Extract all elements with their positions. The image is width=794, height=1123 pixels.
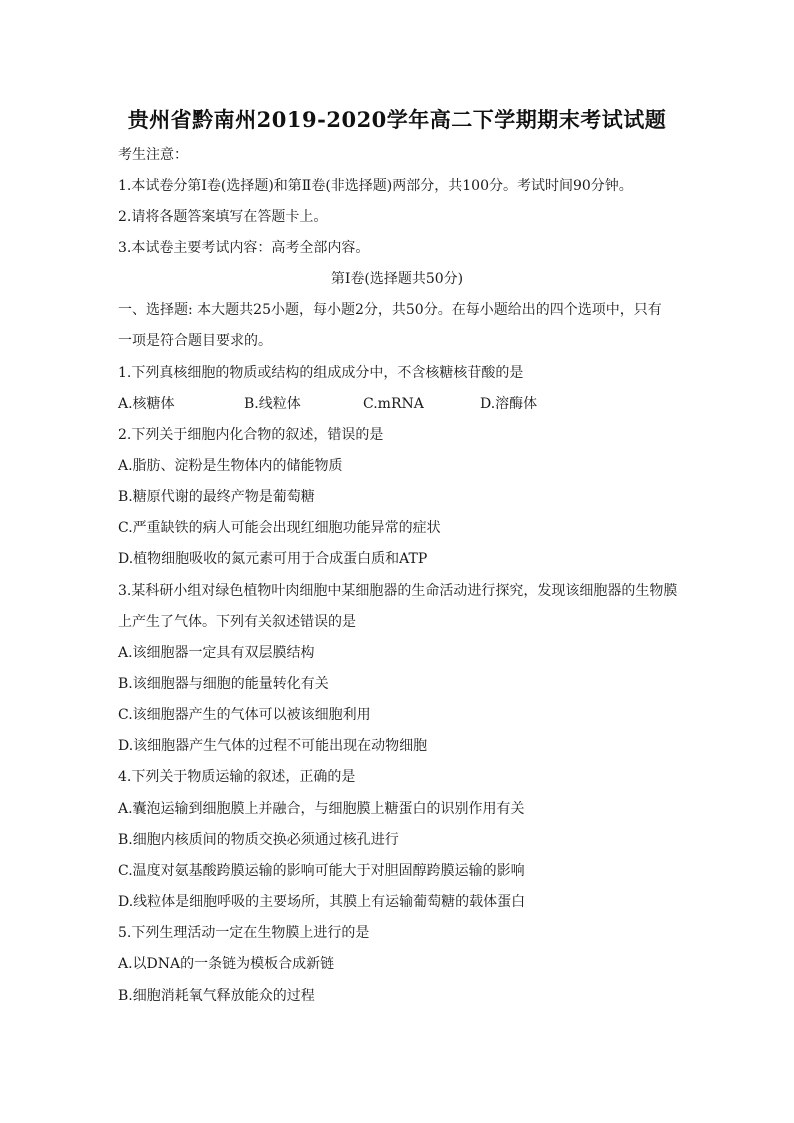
section-intro-line1: 一、选择题: 本大题共25小题，每小题2分，共50分。在每小题给出的四个选项中，只有 — [118, 302, 662, 318]
section-intro-line2: 一项是符合题目要求的。 — [118, 333, 272, 349]
question-4-option-b: B.细胞内核质间的物质交换必须通过核孔进行 — [118, 832, 399, 848]
question-3-stem-line1: 3.某科研小组对绿色植物叶肉细胞中某细胞器的生命活动进行探究，发现该细胞器的生物膜 — [118, 583, 678, 599]
question-3-option-a: A.该细胞器一定具有双层膜结构 — [118, 645, 315, 661]
question-1-option-b: B.线粒体 — [244, 396, 301, 412]
section-heading: 第Ⅰ卷(选择题共50分) — [330, 271, 464, 287]
question-4-option-c: C.温度对氨基酸跨膜运输的影响可能大于对胆固醇跨膜运输的影响 — [118, 863, 525, 879]
question-1-option-c: C.mRNA — [363, 396, 424, 412]
question-3-option-d: D.该细胞器产生气体的过程不可能出现在动物细胞 — [118, 738, 428, 754]
notice-item-1: 1.本试卷分第Ⅰ卷(选择题)和第Ⅱ卷(非选择题)两部分，共100分。考试时间90分钟。 — [118, 178, 633, 194]
question-2-option-d: D.植物细胞吸收的氮元素可用于合成蛋白质和ATP — [118, 551, 428, 567]
question-1-option-d: D.溶酶体 — [480, 396, 538, 412]
notice-item-3: 3.本试卷主要考试内容：高考全部内容。 — [118, 240, 370, 256]
question-2-option-a: A.脂肪、淀粉是生物体内的储能物质 — [118, 458, 343, 474]
notice-item-2: 2.请将各题答案填写在答题卡上。 — [118, 209, 328, 225]
question-1-option-a: A.核糖体 — [118, 396, 175, 412]
question-1-stem: 1.下列真核细胞的物质或结构的组成成分中，不含核糖核苷酸的是 — [118, 365, 524, 381]
question-3-stem-line2: 上产生了气体。下列有关叙述错误的是 — [118, 614, 356, 630]
question-2-option-c: C.严重缺铁的病人可能会出现红细胞功能异常的症状 — [118, 520, 441, 536]
question-2-option-b: B.糖原代谢的最终产物是葡萄糖 — [118, 489, 315, 505]
exam-title: 贵州省黔南州2019-2020学年高二下学期期末考试试题 — [127, 107, 667, 132]
question-4-option-d: D.线粒体是细胞呼吸的主要场所，其膜上有运输葡萄糖的载体蛋白 — [118, 894, 526, 910]
question-2-stem: 2.下列关于细胞内化合物的叙述，错误的是 — [118, 427, 384, 443]
question-5-option-b: B.细胞消耗氧气释放能众的过程 — [118, 988, 315, 1004]
notice-heading: 考生注意： — [118, 147, 188, 163]
question-3-option-b: B.该细胞器与细胞的能量转化有关 — [118, 676, 329, 692]
question-4-option-a: A.囊泡运输到细胞膜上并融合，与细胞膜上糖蛋白的识别作用有关 — [118, 801, 525, 817]
question-5-stem: 5.下列生理活动一定在生物膜上进行的是 — [118, 925, 370, 941]
question-3-option-c: C.该细胞器产生的气体可以被该细胞利用 — [118, 707, 371, 723]
question-5-option-a: A.以DNA的一条链为模板合成新链 — [118, 956, 335, 972]
question-4-stem: 4.下列关于物质运输的叙述，正确的是 — [118, 769, 356, 785]
